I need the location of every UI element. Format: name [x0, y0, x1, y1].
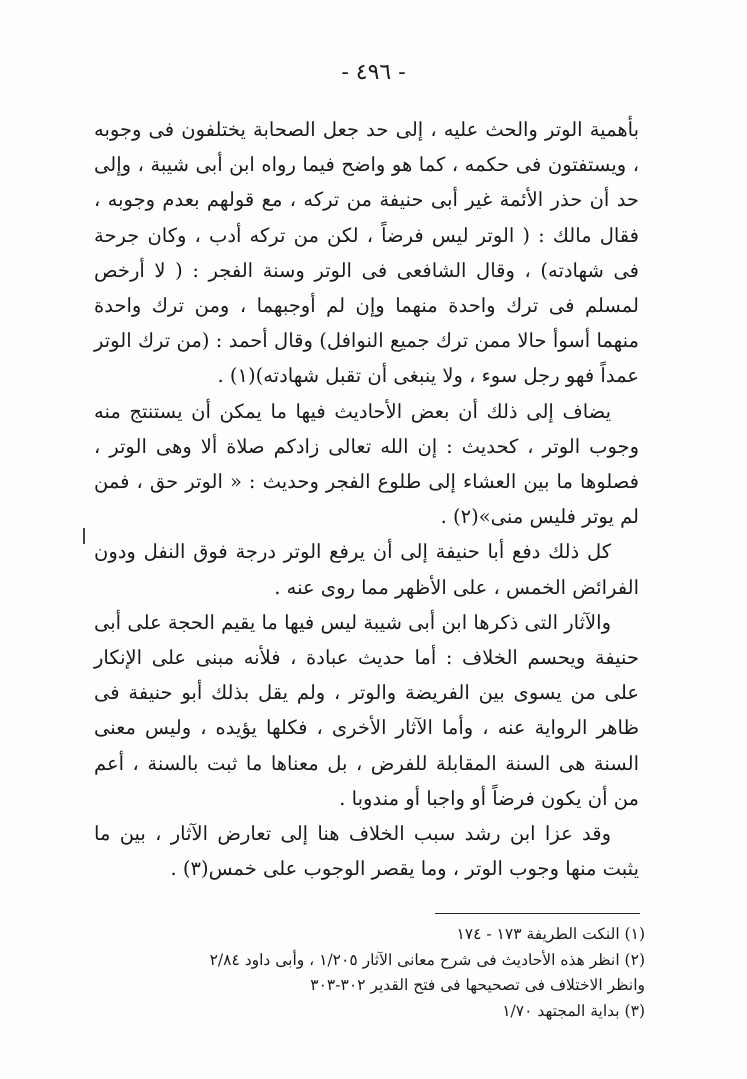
main-text: [94, 112, 639, 886]
page-number: - ٤٩٦ -: [341, 60, 406, 85]
footnote-divider: [435, 913, 640, 914]
paragraph-3: كل ذلك دفع أبا حنيفة إلى أن يرفع الوتر درجة فوق النفل ودون الفرائض الخمس ، على الأظهر مما روى عنه .: [94, 540, 639, 599]
footnote-1: (١) النكت الطريفة ١٧٣ - ١٧٤: [456, 925, 645, 943]
footnote-3: (٣) بداية المجتهد ١/٧٠: [502, 1001, 645, 1020]
paragraph-1: بأهمية الوتر والحث عليه ، إلى حد جعل الصحابة يختلفون فى وجوبه ، ويستفتون فى حكمه ، كما هو واضح فيما رواه ابن أبى شيبة ، وإلى حد أن حذر الأئمة غير أبى حنيفة من تركه ، مع قولهم بعدم وجوبه ، فقال مالك : ( الوتر ليس فرضاً ، لكن من تركه أدب ، وكان جرحة فى شهادته) ، وقال الشافعى فى الوتر وسنة الفجر : ( لا أرخص لمسلم فى ترك واحدة منهما وإن لم أوجبهما ، ومن ترك واحدة منهما أسوأ حالا ممن ترك جميع النوافل) وقال أحمد : (من ترك الوتر عمداً فهو رجل سوء ، ولا ينبغى أن تقبل شهادته)(١) .: [94, 118, 639, 388]
paragraph-2: يضاف إلى ذلك أن بعض الأحاديث فيها ما يمكن أن يستنتج منه وجوب الوتر ، كحديث : إن الله تعالى زادكم صلاة ألا وهى الوتر ، فصلوها ما بين العشاء إلى طلوع الفجر وحديث : « الوتر حق ، فمن لم يوتر فليس منى»(٢) .: [94, 399, 639, 529]
footnotes: [90, 922, 645, 1024]
paragraph-5: وقد عزا ابن رشد سبب الخلاف هنا إلى تعارض الآثار ، بين ما يثبت منها وجوب الوتر ، وما يقصر الوجوب على خمس(٣) .: [94, 822, 639, 881]
paragraph-4: والآثار التى ذكرها ابن أبى شيبة ليس فيها ما يقيم الحجة على أبى حنيفة ويحسم الخلاف : أما حديث عبادة ، فلأنه مبنى على الإنكار على من يسوى بين الفريضة والوتر ، ولم يقل بذلك أبو حنيفة فى ظاهر الرواية عنه ، وأما الآثار الأخرى ، فكلها يؤيده ، وليس معنى السنة هى السنة المقابلة للفرض ، بل معناها ما ثبت بالسنة ، أعم من أن يكون فرضاً أو واجبا أو مندوبا .: [94, 610, 639, 810]
margin-mark: [83, 528, 85, 544]
footnote-2: (٢) انظر هذه الأحاديث فى شرح معانى الآثار ١/٢٠٥ ، وأبى داود ٢/٨٤: [209, 950, 645, 969]
footnote-2-continued: وانظر الاختلاف فى تصحيحها فى فتح القدير ٣٠٢-٣٠٣: [310, 976, 645, 994]
